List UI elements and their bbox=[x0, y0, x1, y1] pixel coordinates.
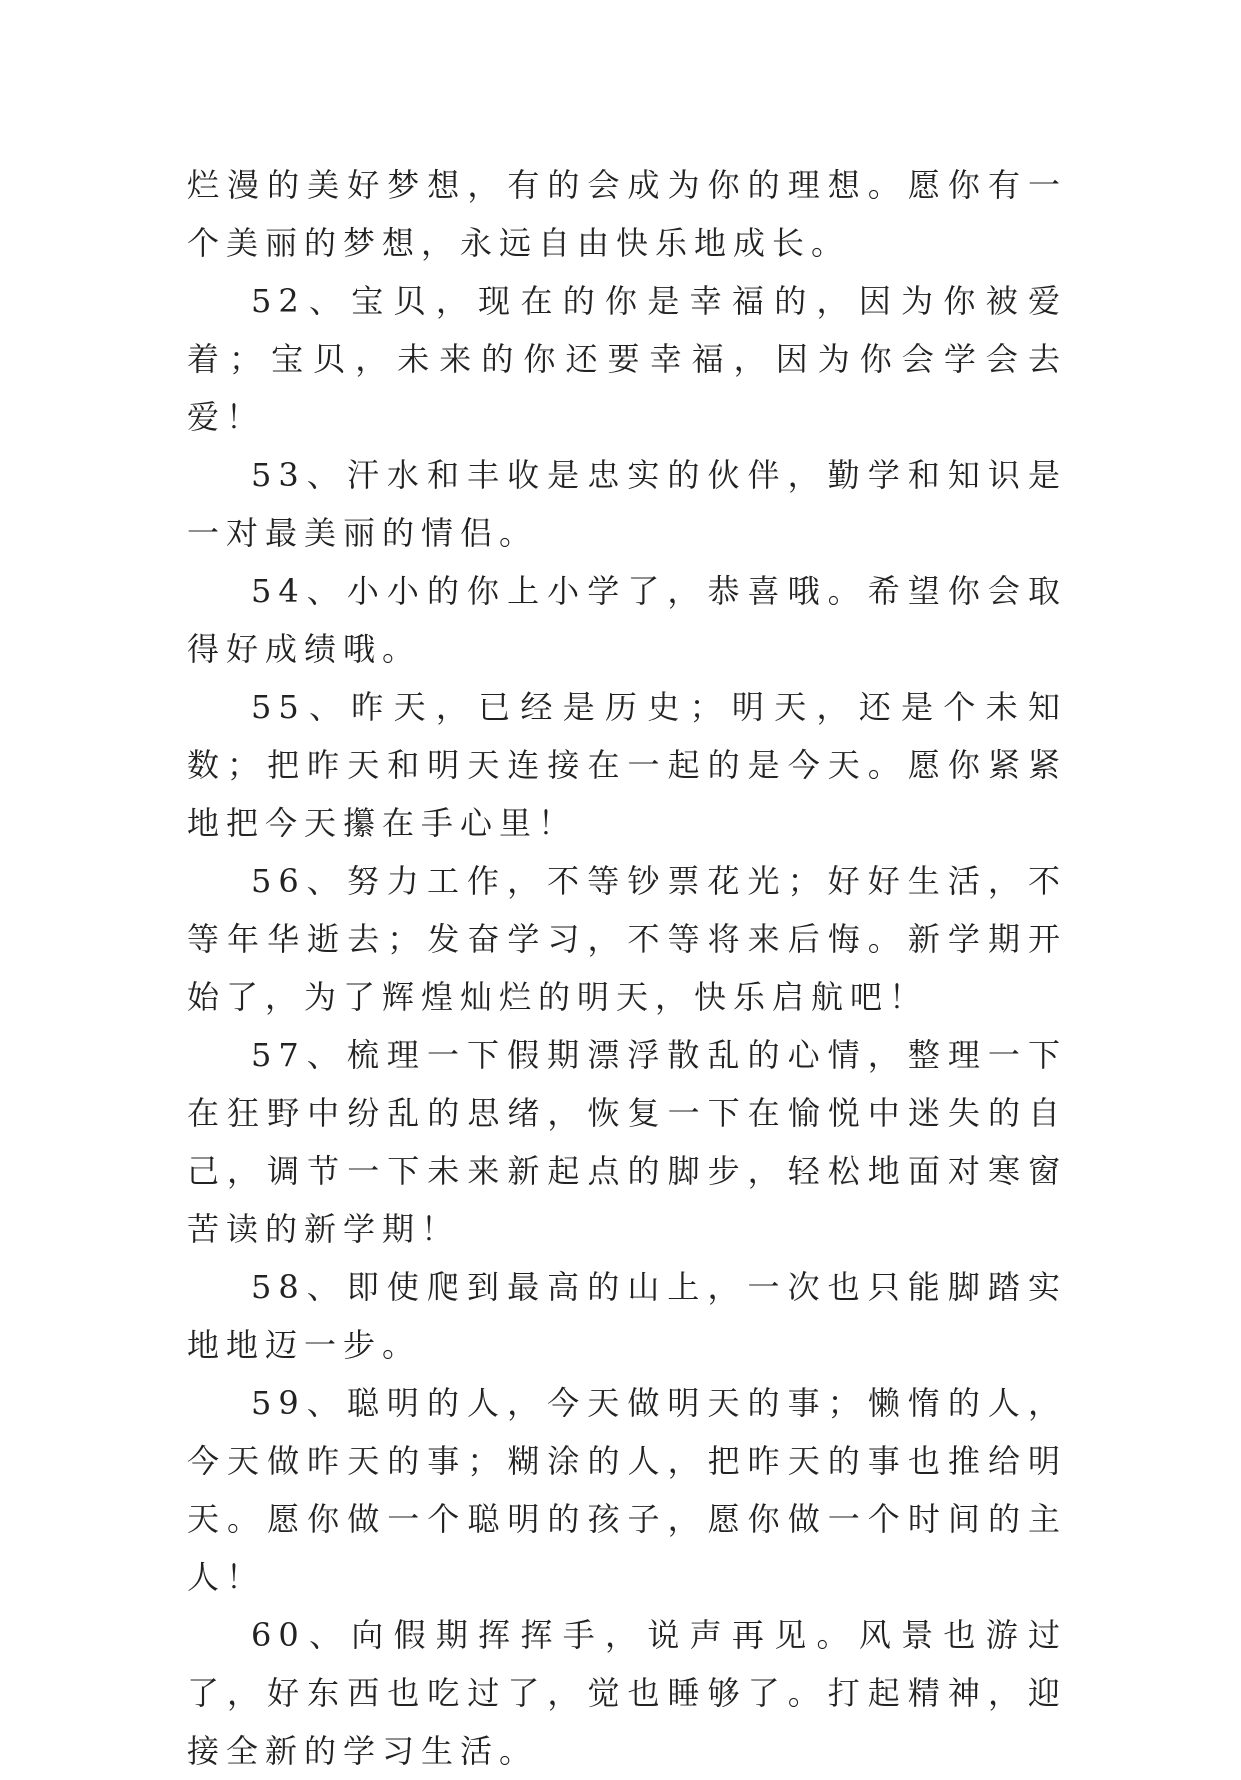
paragraph-60: 60、向假期挥挥手，说声再见。风景也游过了，好东西也吃过了，觉也睡够了。打起精神，迎接全新的学习生活。 bbox=[187, 1616, 1067, 1770]
paragraph-56: 56、努力工作，不等钞票花光；好好生活，不等年华逝去；发奋学习，不等将来后悔。新学期开始了，为了辉煌灿烂的明天，快乐启航吧！ bbox=[187, 862, 1067, 1016]
paragraph-58: 58、即使爬到最高的山上，一次也只能脚踏实地地迈一步。 bbox=[187, 1268, 1067, 1364]
paragraph-57: 57、梳理一下假期漂浮散乱的心情，整理一下在狂野中纷乱的思绪，恢复一下在愉悦中迷失的自己，调节一下未来新起点的脚步，轻松地面对寒窗苦读的新学期！ bbox=[187, 1036, 1067, 1248]
paragraph-52: 52、宝贝，现在的你是幸福的，因为你被爱着；宝贝，未来的你还要幸福，因为你会学会去爱！ bbox=[187, 282, 1067, 436]
paragraph-53: 53、汗水和丰收是忠实的伙伴，勤学和知识是一对最美丽的情侣。 bbox=[187, 456, 1067, 552]
document-body bbox=[187, 156, 1067, 1780]
paragraph-51-continuation: 烂漫的美好梦想，有的会成为你的理想。愿你有一个美丽的梦想，永远自由快乐地成长。 bbox=[187, 166, 1067, 262]
paragraph-55: 55、昨天，已经是历史；明天，还是个未知数；把昨天和明天连接在一起的是今天。愿你紧紧地把今天攥在手心里！ bbox=[187, 688, 1067, 842]
paragraph-59: 59、聪明的人，今天做明天的事；懒惰的人，今天做昨天的事；糊涂的人，把昨天的事也推给明天。愿你做一个聪明的孩子，愿你做一个时间的主人！ bbox=[187, 1384, 1067, 1596]
paragraph-54: 54、小小的你上小学了，恭喜哦。希望你会取得好成绩哦。 bbox=[187, 572, 1067, 668]
